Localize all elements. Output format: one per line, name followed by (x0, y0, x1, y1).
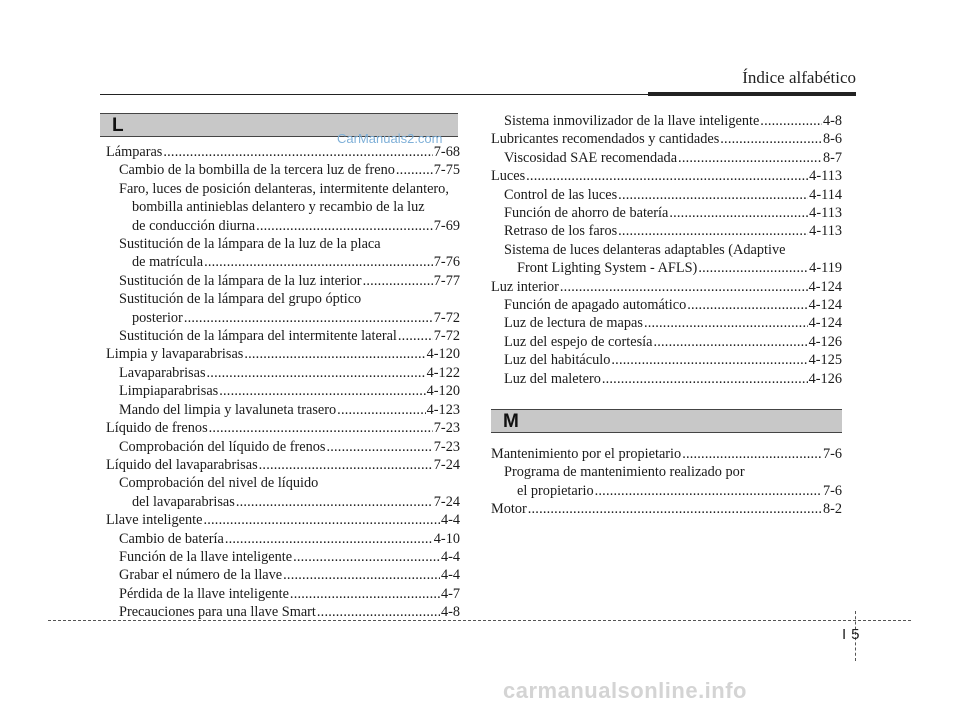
index-subentry (491, 222, 842, 240)
entry-page: 7-69 (433, 217, 460, 234)
index-subentry (106, 235, 460, 253)
entry-page: 4-125 (808, 352, 842, 369)
index-column-right-m (491, 445, 842, 519)
index-entry (106, 456, 460, 474)
entry-page: 8-6 (822, 131, 842, 148)
entry-text: Líquido de frenos (106, 420, 208, 437)
leader-dots (256, 217, 433, 235)
index-subentry (106, 438, 460, 456)
index-subentry (491, 370, 842, 388)
index-subentry (106, 272, 460, 290)
index-subentry (491, 482, 842, 500)
index-subentry (491, 259, 842, 277)
leader-dots (244, 345, 425, 363)
page-section: I (842, 626, 847, 643)
index-subentry (106, 401, 460, 419)
leader-dots (317, 603, 440, 621)
entry-text: Cambio de la bombilla de la tercera luz de freno (119, 162, 395, 179)
entry-page: 7-23 (433, 420, 460, 437)
entry-page: 4-113 (809, 168, 842, 185)
page-number (842, 626, 860, 643)
leader-dots (698, 259, 808, 277)
entry-text: Limpiaparabrisas (119, 383, 219, 400)
leader-dots (669, 204, 808, 222)
entry-text: Retraso de los faros (504, 223, 618, 240)
section-letter-bar-m (491, 409, 842, 433)
entry-text: Faro, luces de posición delanteras, intermitente delantero, (119, 180, 449, 197)
entry-text: Sustitución de la lámpara de la luz de la placa (119, 236, 381, 253)
entry-text: Lavaparabrisas (119, 364, 206, 381)
entry-text: Sustitución de la lámpara del intermitente lateral (119, 328, 397, 345)
leader-dots (653, 333, 807, 351)
entry-text: el propietario (517, 482, 594, 499)
leader-dots (225, 530, 433, 548)
entry-text: bombilla antinieblas delantero y recambio de la luz (132, 199, 425, 216)
entry-page: 4-4 (440, 548, 460, 565)
entry-page: 4-114 (809, 186, 842, 203)
index-subentry (106, 603, 460, 621)
entry-text: Comprobación del líquido de frenos (119, 438, 326, 455)
entry-text: Motor (491, 501, 527, 518)
entry-page: 8-7 (822, 149, 842, 166)
index-subentry (491, 241, 842, 259)
page-number-value: 5 (851, 626, 860, 643)
index-entry (491, 130, 842, 148)
watermark-bottom: carmanualsonline.info (503, 678, 747, 703)
entry-text: Luz de lectura de mapas (504, 315, 643, 332)
entry-text: Mantenimiento por el propietario (491, 446, 682, 462)
leader-dots (283, 566, 440, 584)
entry-page: 4-124 (808, 315, 842, 332)
index-subentry (106, 493, 460, 511)
index-subentry (491, 463, 842, 481)
entry-text: Limpia y lavaparabrisas (106, 346, 244, 363)
entry-page: 4-122 (426, 364, 460, 381)
entry-text: Mando del limpia y lavaluneta trasero (119, 401, 337, 418)
leader-dots (595, 482, 822, 500)
entry-text: Luz del habitáculo (504, 352, 611, 369)
index-entry (491, 167, 842, 185)
leader-dots (644, 314, 808, 332)
entry-page: 7-76 (433, 254, 460, 271)
entry-page: 7-68 (433, 144, 460, 160)
section-letter-l: L (112, 115, 124, 136)
index-subentry (106, 474, 460, 492)
leader-dots (526, 167, 808, 185)
index-column-left (106, 143, 460, 622)
entry-page: 4-123 (426, 401, 460, 418)
entry-page: 7-72 (433, 309, 460, 326)
leader-dots (259, 456, 433, 474)
entry-page: 7-6 (822, 482, 842, 499)
entry-text: Lubricantes recomendados y cantidades (491, 131, 720, 148)
index-subentry (491, 351, 842, 369)
index-entry (491, 500, 842, 518)
index-subentry (106, 530, 460, 548)
entry-text: Cambio de batería (119, 530, 224, 547)
index-subentry (106, 548, 460, 566)
leader-dots (293, 548, 440, 566)
entry-text: Líquido del lavaparabrisas (106, 456, 258, 473)
leader-dots (219, 382, 425, 400)
entry-page: 4-120 (426, 346, 460, 363)
entry-text: Luz del espejo de cortesía (504, 333, 653, 350)
entry-page: 4-113 (809, 205, 842, 222)
leader-dots (528, 500, 822, 518)
entry-page: 4-4 (440, 567, 460, 584)
leader-dots (760, 112, 822, 130)
index-subentry (491, 149, 842, 167)
entry-text: Sustitución de la lámpara de la luz interior (119, 272, 362, 289)
leader-dots (618, 222, 808, 240)
entry-page: 7-77 (433, 272, 460, 289)
leader-dots (207, 364, 426, 382)
index-subentry (491, 296, 842, 314)
index-subentry (106, 364, 460, 382)
index-subentry (106, 382, 460, 400)
entry-page: 7-24 (433, 456, 460, 473)
entry-text: Luz del maletero (504, 370, 601, 387)
entry-text: Comprobación del nivel de líquido (119, 475, 319, 492)
entry-text: Sistema inmovilizador de la llave inteligente (504, 113, 760, 129)
entry-page: 4-126 (808, 333, 842, 350)
leader-dots (720, 130, 822, 148)
leader-dots (611, 351, 807, 369)
index-subentry (491, 333, 842, 351)
index-entry (106, 511, 460, 529)
footer-rule (48, 620, 911, 621)
entry-text: Sistema de luces delanteras adaptables (Adaptive (504, 241, 786, 258)
entry-page: 7-75 (433, 162, 460, 179)
index-subentry (491, 314, 842, 332)
leader-dots (678, 149, 822, 167)
index-entry (491, 445, 842, 463)
index-subentry (106, 253, 460, 271)
index-subentry (106, 217, 460, 235)
entry-text: Lámparas (106, 144, 163, 160)
entry-page: 4-120 (426, 383, 460, 400)
entry-page: 8-2 (822, 501, 842, 518)
index-subentry (491, 186, 842, 204)
watermark-top: CarManuals2.com (337, 131, 443, 146)
entry-text: Luz interior (491, 278, 559, 295)
leader-dots (203, 511, 439, 529)
entry-text: de matrícula (132, 254, 204, 271)
entry-page: 7-72 (433, 328, 460, 345)
leader-dots (398, 327, 433, 345)
index-subentry (106, 161, 460, 179)
entry-page: 4-8 (440, 604, 460, 621)
page-header-title: Índice alfabético (742, 68, 856, 87)
index-subentry (106, 309, 460, 327)
entry-page: 4-124 (808, 278, 842, 295)
leader-dots (560, 278, 808, 296)
index-entry (106, 345, 460, 363)
entry-text: Pérdida de la llave inteligente (119, 585, 289, 602)
entry-text: Función de apagado automático (504, 297, 687, 314)
entry-text: posterior (132, 309, 183, 326)
leader-dots (618, 186, 808, 204)
leader-dots (184, 309, 433, 327)
entry-text: Función de la llave inteligente (119, 548, 293, 565)
entry-text: Grabar el número de la llave (119, 567, 283, 584)
index-subentry (106, 585, 460, 603)
section-letter-m: M (503, 411, 519, 432)
leader-dots (326, 438, 432, 456)
index-subentry (106, 290, 460, 308)
index-subentry (106, 566, 460, 584)
entry-text: Precauciones para una llave Smart (119, 604, 316, 621)
entry-text: Viscosidad SAE recomendada (504, 149, 678, 166)
leader-dots (204, 253, 433, 271)
index-entry (491, 278, 842, 296)
entry-page: 4-119 (809, 260, 842, 277)
entry-text: Sustitución de la lámpara del grupo óptico (119, 291, 362, 308)
entry-text: Front Lighting System - AFLS) (517, 260, 698, 277)
index-entry (106, 419, 460, 437)
leader-dots (396, 161, 433, 179)
leader-dots (687, 296, 807, 314)
entry-page: 4-10 (433, 530, 460, 547)
entry-page: 4-113 (809, 223, 842, 240)
entry-page: 4-126 (808, 370, 842, 387)
entry-text: Luces (491, 168, 526, 185)
leader-dots (290, 585, 440, 603)
index-subentry (491, 112, 842, 130)
entry-page: 4-124 (808, 297, 842, 314)
leader-dots (236, 493, 433, 511)
entry-page: 4-4 (440, 512, 460, 529)
entry-text: Control de las luces (504, 186, 618, 203)
leader-dots (682, 445, 822, 463)
entry-page: 7-23 (433, 438, 460, 455)
index-subentry (106, 180, 460, 198)
index-subentry (491, 204, 842, 222)
leader-dots (363, 272, 433, 290)
index-subentry (106, 198, 460, 216)
leader-dots (337, 401, 425, 419)
leader-dots (209, 419, 433, 437)
entry-page: 4-8 (822, 113, 842, 129)
entry-text: Programa de mantenimiento realizado por (504, 464, 745, 481)
entry-page: 7-6 (822, 446, 842, 462)
entry-text: de conducción diurna (132, 217, 256, 234)
entry-text: del lavaparabrisas (132, 493, 235, 510)
leader-dots (602, 370, 808, 388)
entry-page: 4-7 (440, 585, 460, 602)
index-column-right (491, 112, 842, 388)
entry-text: Llave inteligente (106, 512, 203, 529)
entry-text: Función de ahorro de batería (504, 205, 669, 222)
index-subentry (106, 327, 460, 345)
header-rule-thick (648, 92, 856, 96)
entry-page: 7-24 (433, 493, 460, 510)
